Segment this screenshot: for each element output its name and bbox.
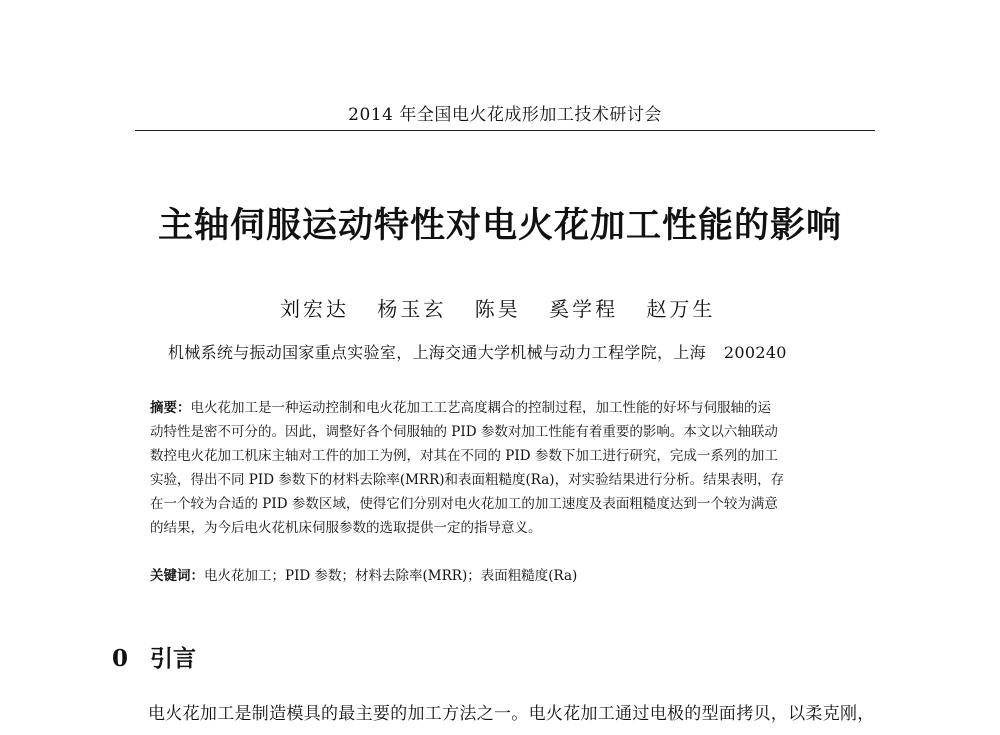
abstract-line: 在一个较为合适的 PID 参数区域，使得它们分别对电火花加工的加工速度及表面粗糙度达到一个较为满意	[150, 496, 778, 512]
keywords	[150, 564, 577, 588]
body-paragraph-line: 电火花加工是制造模具的最主要的加工方法之一。电火花加工通过电极的型面拷贝，以柔克刚，	[148, 704, 875, 724]
abstract-label: 摘要：	[150, 400, 191, 416]
abstract	[150, 396, 840, 540]
section-number: 0	[112, 645, 129, 672]
section-title: 引言	[150, 645, 196, 672]
abstract-line: 数控电火花加工机床主轴对工件的加工为例，对其在不同的 PID 参数下加工进行研究，完成一系列的加工	[150, 448, 778, 464]
keywords-label: 关键词：	[150, 568, 204, 584]
running-header: 2014 年全国电火花成形加工技术研讨会	[348, 105, 662, 125]
author-list	[280, 296, 737, 322]
author-name: 赵万生	[646, 297, 716, 321]
abstract-line: 的结果，为今后电火花机床伺服参数的选取提供一定的指导意义。	[150, 520, 542, 536]
abstract-text: 电火花加工是一种运动控制和电火花加工工艺高度耦合的控制过程，加工性能的好坏与伺服轴的运	[190, 400, 771, 416]
header-rule	[135, 130, 875, 131]
author-name: 杨玉玄	[377, 297, 447, 321]
paper-title: 主轴伺服运动特性对电火花加工性能的影响	[157, 206, 842, 246]
keywords-text: 电火花加工；PID 参数；材料去除率(MRR)；表面粗糙度(Ra)	[204, 568, 578, 584]
affiliation-text: 机械系统与振动国家重点实验室，上海交通大学机械与动力工程学院，上海	[168, 343, 706, 362]
author-name: 奚学程	[549, 297, 619, 321]
affiliation	[168, 342, 787, 364]
author-name: 陈昊	[474, 297, 521, 321]
section-heading	[112, 644, 196, 674]
author-name: 刘宏达	[280, 297, 349, 321]
abstract-line: 动特性是密不可分的。因此，调整好各个伺服轴的 PID 参数对加工性能有着重要的影响。本文以六轴联动	[150, 424, 778, 440]
postcode: 200240	[723, 343, 787, 362]
abstract-line: 实验，得出不同 PID 参数下的材料去除率(MRR)和表面粗糙度(Ra)，对实验结果进行分析。结果表明，存	[150, 472, 785, 488]
abstract-line	[150, 396, 840, 420]
